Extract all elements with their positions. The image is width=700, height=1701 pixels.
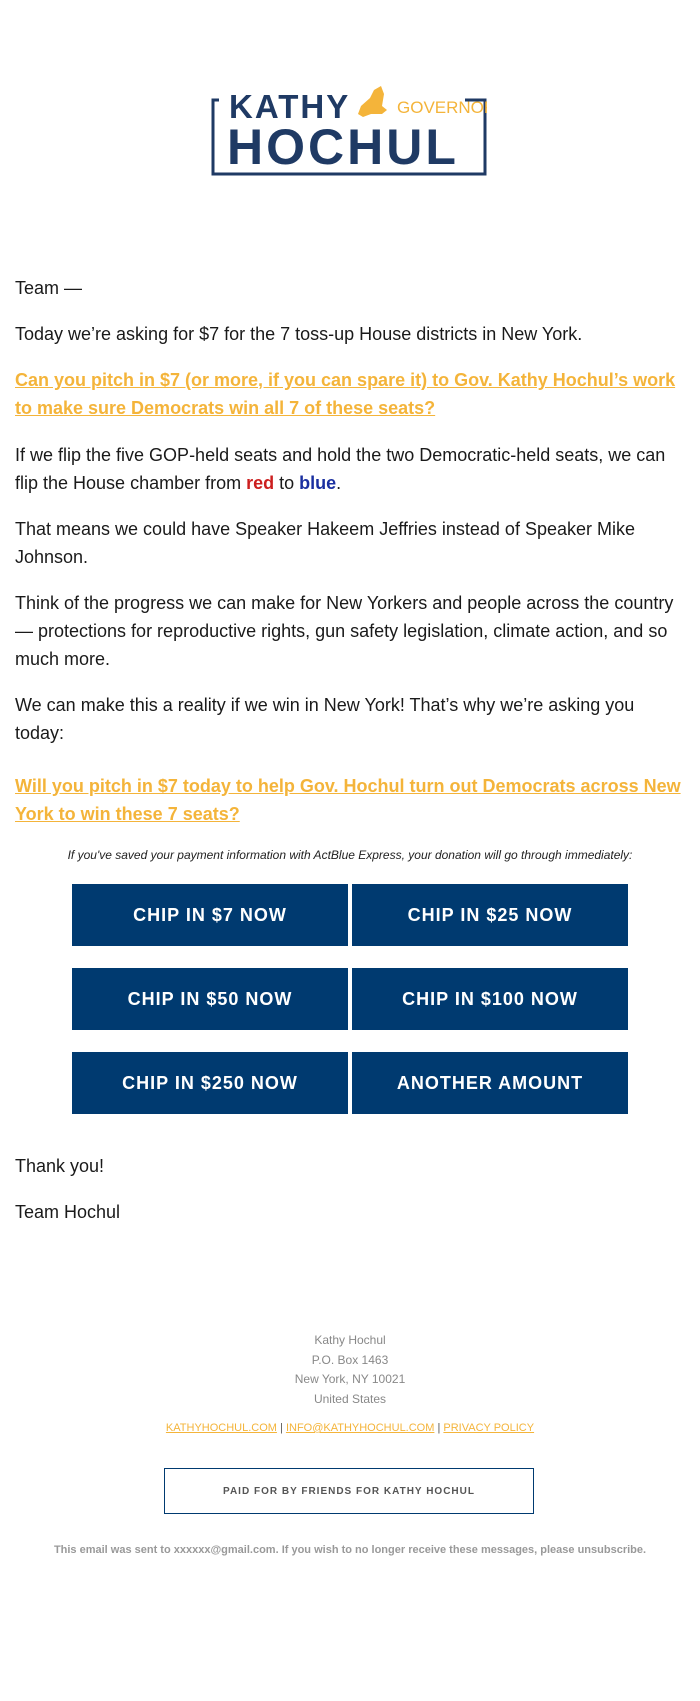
- thanks-text: Thank you!: [15, 1156, 105, 1176]
- chip-in-250-button[interactable]: CHIP IN $250 NOW: [72, 1052, 348, 1114]
- paragraph-speaker: That means we could have Speaker Hakeem Jeffries instead of Speaker Mike Johnson.: [15, 519, 635, 567]
- donate-link-1[interactable]: Can you pitch in $7 (or more, if you can spare it) to Gov. Kathy Hochul’s work to make sure Democrats win all 7 of these seats?: [15, 370, 676, 418]
- paragraph-ask: Today we’re asking for $7 for the 7 toss-up House districts in New York.: [15, 324, 583, 344]
- footer-address: [0, 1331, 700, 1409]
- address-line: United States: [313, 1391, 387, 1406]
- kathy-hochul-logo: [211, 84, 487, 176]
- red-word: red: [246, 473, 275, 493]
- new-york-state-icon: [358, 86, 387, 117]
- logo-kathy: KATHY: [229, 88, 351, 125]
- address-line: Kathy Hochul: [314, 1333, 386, 1347]
- signature-text: Team Hochul: [15, 1202, 121, 1222]
- paragraph-progress: Think of the progress we can make for New Yorkers and people across the country — protections for reproductive rights, gun safety legislation, climate action, and so much more.: [15, 593, 674, 669]
- logo-graphic: [211, 84, 487, 176]
- privacy-policy-link[interactable]: PRIVACY POLICY: [443, 1422, 535, 1434]
- paragraph-flip: [15, 441, 685, 497]
- link-separator: |: [280, 1422, 283, 1434]
- footer-links: [0, 1422, 700, 1434]
- blue-word: blue: [299, 473, 337, 493]
- logo-hochul: HOCHUL: [227, 119, 459, 175]
- paragraph-reality: We can make this a reality if we win in New York! That’s why we’re asking you today:: [15, 695, 635, 743]
- address-line: P.O. Box 1463: [311, 1352, 389, 1367]
- email-link[interactable]: INFO@KATHYHOCHUL.COM: [285, 1422, 435, 1434]
- actblue-note: If you've saved your payment information with ActBlue Express, your donation will go through immediately:: [67, 848, 633, 862]
- chip-in-7-button[interactable]: CHIP IN $7 NOW: [72, 884, 348, 946]
- greeting: Team —: [15, 278, 83, 298]
- another-amount-button[interactable]: ANOTHER AMOUNT: [352, 1052, 628, 1114]
- logo-governor: GOVERNOR: [397, 98, 487, 117]
- flip-text: If we flip the five GOP-held seats and hold the two Democratic-held seats, we can flip the House chamber from: [15, 445, 666, 493]
- flip-text-mid: to: [274, 473, 300, 493]
- link-separator: |: [437, 1422, 441, 1434]
- chip-in-25-button[interactable]: CHIP IN $25 NOW: [352, 884, 628, 946]
- donate-link-2[interactable]: Will you pitch in $7 today to help Gov. Hochul turn out Democrats across New York to win these 7 seats?: [15, 776, 681, 824]
- unsubscribe-text[interactable]: This email was sent to xxxxxx@gmail.com. If you wish to no longer receive these messages, please unsubscribe.: [53, 1544, 647, 1556]
- website-link[interactable]: KATHYHOCHUL.COM: [165, 1422, 277, 1434]
- address-line: New York, NY 10021: [294, 1372, 406, 1386]
- chip-in-100-button[interactable]: CHIP IN $100 NOW: [352, 968, 628, 1030]
- paid-for-disclaimer: PAID FOR BY FRIENDS FOR KATHY HOCHUL: [164, 1468, 534, 1514]
- flip-text-end: .: [336, 473, 342, 493]
- chip-in-50-button[interactable]: CHIP IN $50 NOW: [72, 968, 348, 1030]
